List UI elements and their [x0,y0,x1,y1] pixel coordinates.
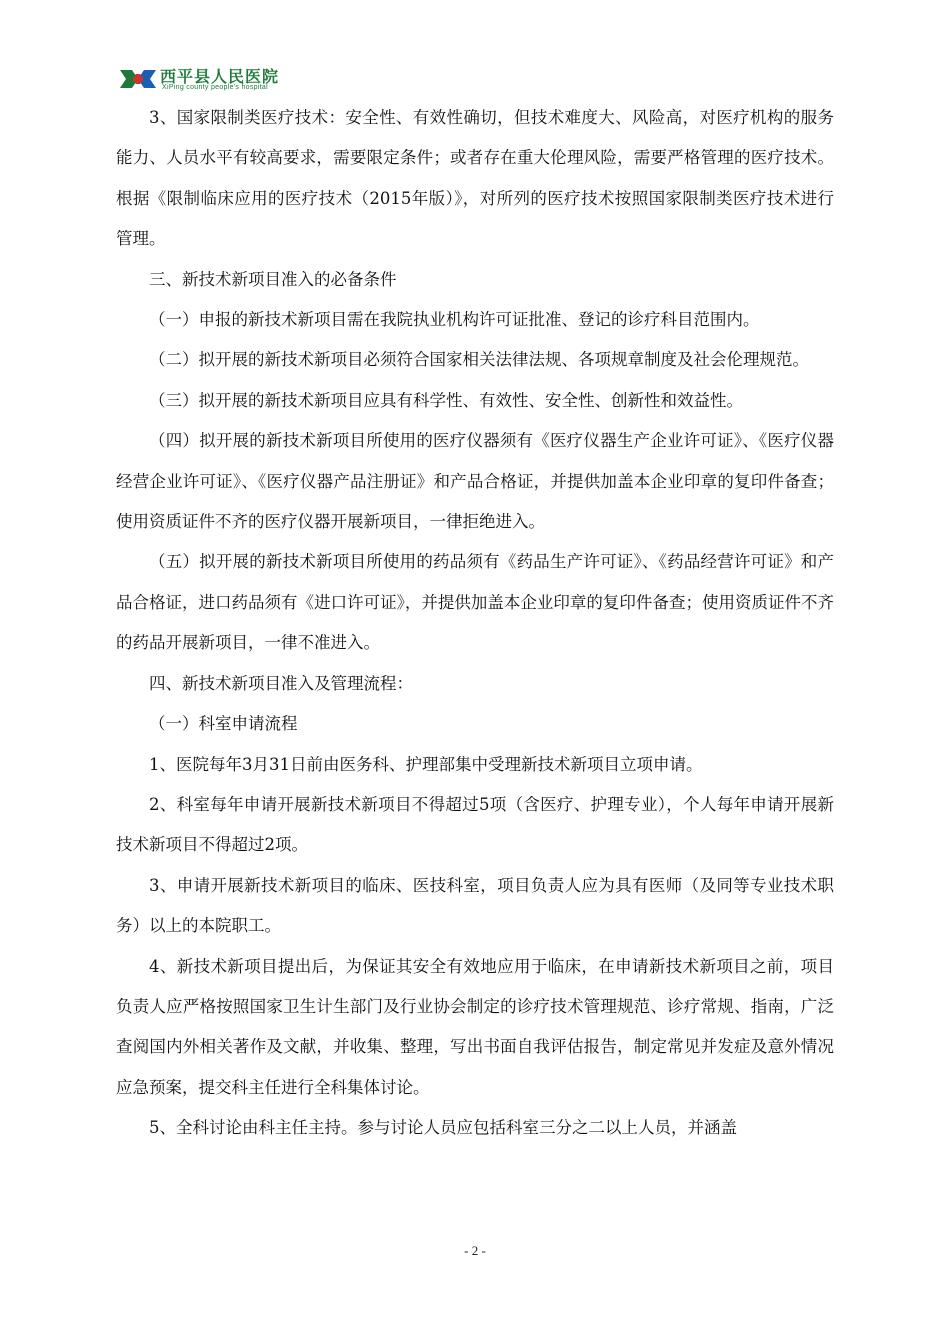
page-number: - 2 - [464,1243,486,1258]
paragraph-restricted-technology: 3、国家限制类医疗技术：安全性、有效性确切，但技术难度大、风险高，对医疗机构的服务能力、人员水平有较高要求，需要限定条件；或者存在重大伦理风险，需要严格管理的医疗技术。根据《限制临床应用的医疗技术（2015年版）》，对所列的医疗技术按照国家限制类医疗技术进行管理。 [116,108,834,249]
paragraph-step-2: 2、科室每年申请开展新技术新项目不得超过5项（含医疗、护理专业），个人每年申请开展新技术新项目不得超过2项。 [116,794,834,855]
paragraph-step-5: 5、全科讨论由科主任主持。参与讨论人员应包括科室三分之二以上人员，并涵盖 [149,1118,737,1138]
hospital-cross-logo-icon [118,66,158,92]
paragraph-step-3: 3、申请开展新技术新项目的临床、医技科室，项目负责人应为具有医师（及同等专业技术职务）以上的本院职工。 [116,875,834,936]
hospital-name-english: XiPing county people's hospital [162,84,268,91]
paragraph-condition-4: （四）拟开展的新技术新项目所使用的医疗仪器须有《医疗仪器生产企业许可证》、《医疗仪器经营企业许可证》、《医疗仪器产品注册证》和产品合格证，并提供加盖本企业印章的复印件备查；使用资质证件不齐的医疗仪器开展新项目，一律拒绝进入。 [116,431,834,532]
section-heading-3: 三、新技术新项目准入的必备条件 [149,269,397,289]
page-header [118,62,418,98]
section-heading-4: 四、新技术新项目准入及管理流程： [149,673,413,693]
hospital-name: 西平县人民医院 [160,67,280,86]
subsection-heading-1: （一）科室申请流程 [149,714,298,734]
paragraph-condition-2: （二）拟开展的新技术新项目必须符合国家相关法律法规、各项规章制度及社会伦理规范。 [149,350,809,370]
paragraph-condition-5: （五）拟开展的新技术新项目所使用的药品须有《药品生产许可证》、《药品经营许可证》和产品合格证，进口药品须有《进口许可证》，并提供加盖本企业印章的复印件备查；使用资质证件不齐的药品开展新项目，一律不准进入。 [116,552,834,653]
paragraph-step-4: 4、新技术新项目提出后，为保证其安全有效地应用于临床，在申请新技术新项目之前，项目负责人应严格按照国家卫生计生部门及行业协会制定的诊疗技术管理规范、诊疗常规、指南，广泛查阅国内外相关著作及文献，并收集、整理，写出书面自我评估报告，制定常见并发症及意外情况应急预案，提交科主任进行全科集体讨论。 [116,956,834,1097]
document-body [116,98,834,1149]
paragraph-condition-3: （三）拟开展的新技术新项目应具有科学性、有效性、安全性、创新性和效益性。 [149,390,743,410]
paragraph-step-1: 1、医院每年3月31日前由医务科、护理部集中受理新技术新项目立项申请。 [149,754,703,774]
paragraph-condition-1: （一）申报的新技术新项目需在我院执业机构许可证批准、登记的诊疗科目范围内。 [149,310,760,330]
